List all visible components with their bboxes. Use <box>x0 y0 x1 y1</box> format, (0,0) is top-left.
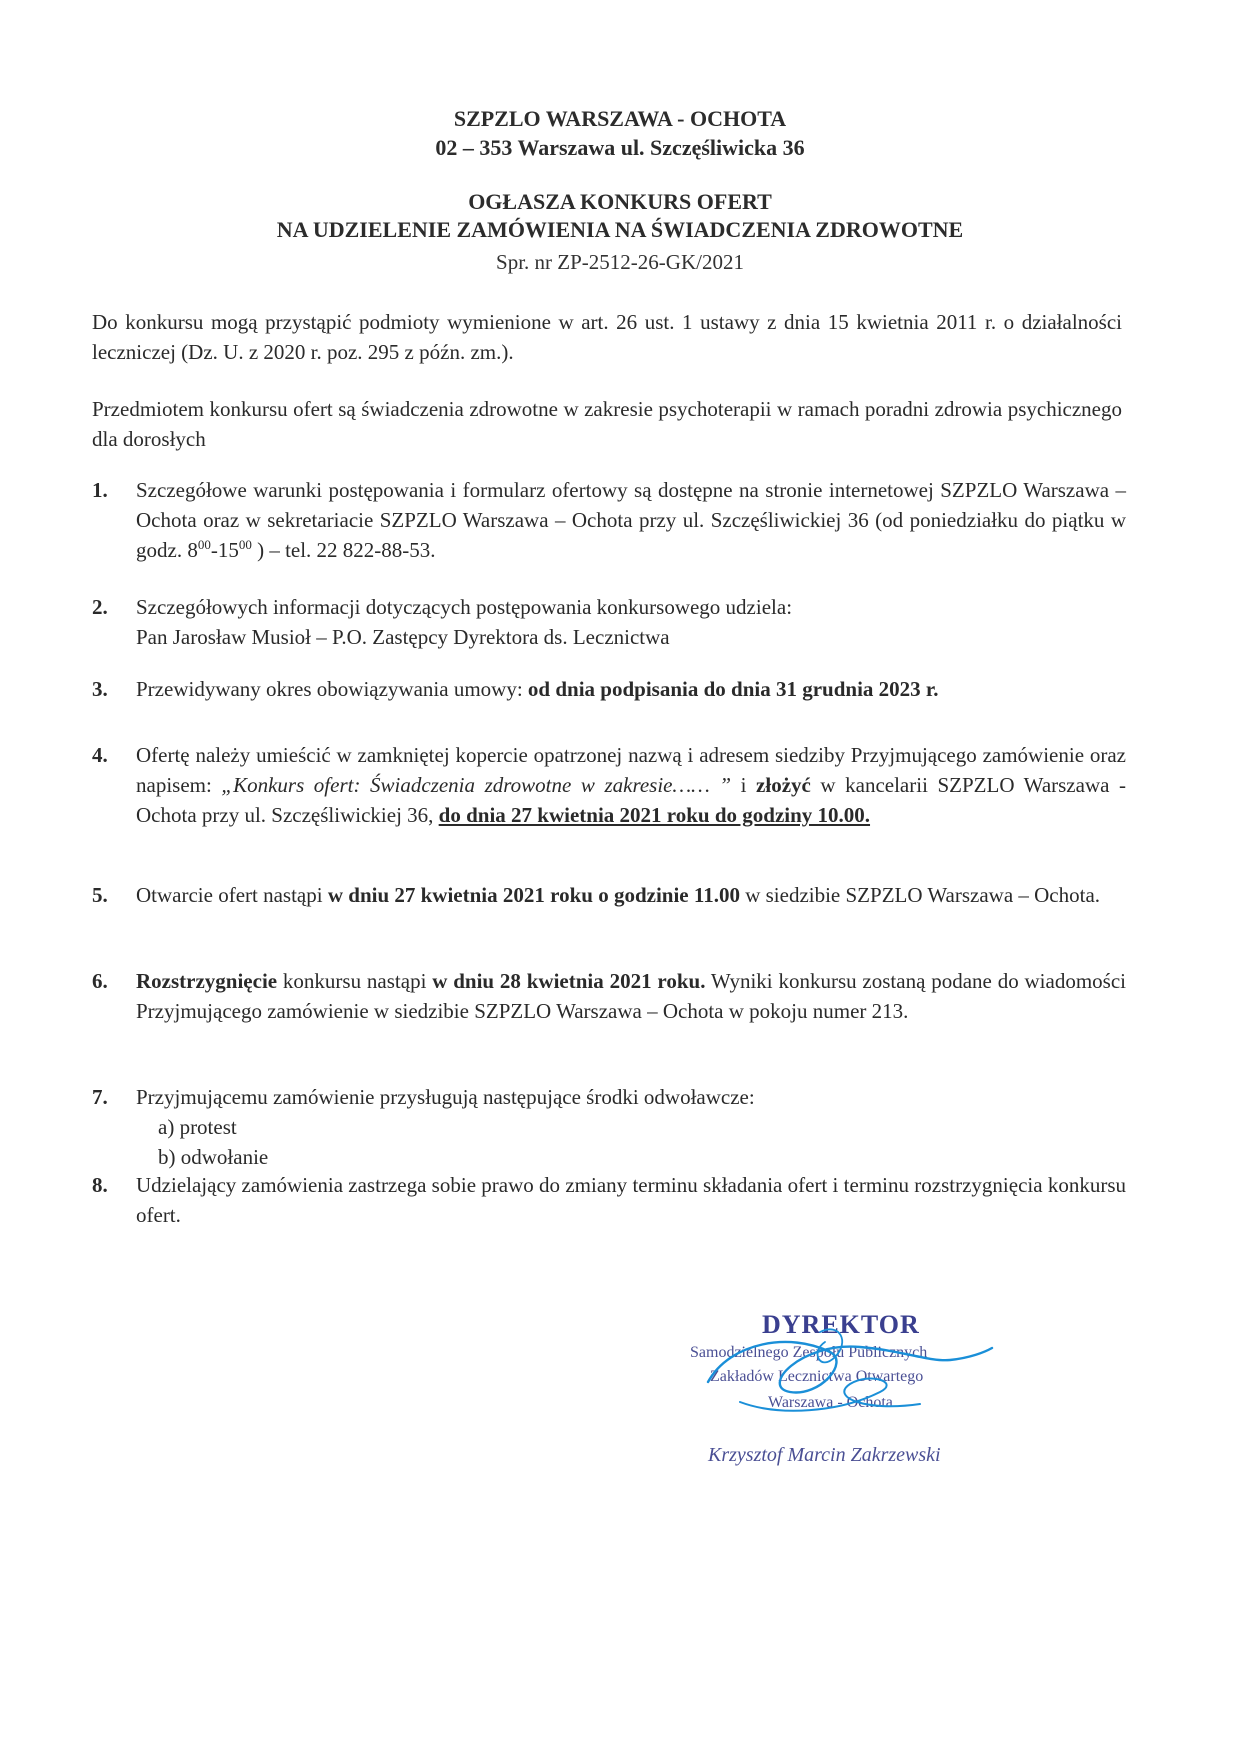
item-text-bold: złożyć <box>756 773 811 797</box>
item-text-part: ) – tel. 22 822-88-53. <box>251 538 436 562</box>
item-text-bold: Rozstrzygnięcie <box>136 969 278 993</box>
item-text-part: Wyniki konkursu zostaną podane do wiadomości Przyjmującego zamówienie w siedzibie SZPZLO Warszawa – Ochota w pokoju numer 213. <box>136 969 1126 1023</box>
case-reference: Spr. nr ZP-2512-26-GK/2021 <box>496 250 744 274</box>
item-text-part: Otwarcie ofert nastąpi <box>136 883 328 907</box>
item-text-part: Szczegółowe warunki postępowania i formularz ofertowy są dostępne na stronie internetowej SZPZLO Warszawa – Ochota oraz w sekretariacie SZPZLO Warszawa – Ochota przy ul. Szczęśliwickiej 36 (od poniedziałku do piątku w godz. 8 <box>136 478 1126 562</box>
item-text: Udzielający zamówienia zastrzega sobie prawo do zmiany terminu składania ofert i terminu rozstrzygnięcia konkursu ofert. <box>136 1173 1126 1227</box>
item-number: 7. <box>92 1085 108 1109</box>
item-number: 6. <box>92 969 108 993</box>
announcement-title-2: NA UDZIELENIE ZAMÓWIENIA NA ŚWIADCZENIA ZDROWOTNE <box>276 217 964 242</box>
item-number: 1. <box>92 478 108 502</box>
header-organization <box>0 104 1240 162</box>
envelope-label: „Konkurs ofert: Świadczenia zdrowotne w zakresie…… ” <box>221 773 732 797</box>
item-text-part: w kancelarii SZPZLO Warszawa - Ochota przy ul. Szczęśliwickiej 36, <box>136 773 1126 827</box>
opening-date: w dniu 27 kwietnia 2021 roku o godzinie 11.00 <box>327 883 740 907</box>
item-text-part: w siedzibie SZPZLO Warszawa – Ochota. <box>739 883 1101 907</box>
item-text-part: konkursu nastąpi <box>277 969 433 993</box>
stamp-line-1: Samodzielnego Zespołu Publicznych <box>690 1344 928 1361</box>
stamp-title: DYREKTOR <box>762 1310 920 1339</box>
item-text-line: Szczegółowych informacji dotyczących postępowania konkursowego udziela: <box>136 595 793 619</box>
item-text <box>136 880 1126 910</box>
item-number: 5. <box>92 883 108 907</box>
item-number: 3. <box>92 677 108 701</box>
sub-item-protest: a) protest <box>158 1115 237 1139</box>
item-text <box>136 592 1126 652</box>
item-text-part: -15 <box>210 538 239 562</box>
resolution-date: w dniu 28 kwietnia 2021 roku. <box>432 969 706 993</box>
handwritten-signature <box>700 1312 1000 1422</box>
intro-paragraph-2: Przedmiotem konkursu ofert są świadczenia zdrowotne w zakresie psychoterapii w ramach poradni zdrowia psychicznego dla dorosłych <box>92 397 1122 451</box>
intro-paragraph-1: Do konkursu mogą przystąpić podmioty wymienione w art. 26 ust. 1 ustawy z dnia 15 kwietnia 2011 r. o działalności leczniczej (Dz. U. z 2020 r. poz. 295 z późn. zm.). <box>92 310 1122 364</box>
item-text-part: Ofertę należy umieścić w zamkniętej kopercie opatrzonej nazwą i adresem siedziby Przyjmującego zamówienie oraz napisem: <box>136 743 1126 797</box>
announcement-title-1: OGŁASZA KONKURS OFERT <box>468 189 772 214</box>
org-name: SZPZLO WARSZAWA - OCHOTA <box>453 106 787 131</box>
item-text <box>136 674 1126 704</box>
item-text-line: Przyjmującemu zamówienie przysługują następujące środki odwoławcze: <box>136 1085 755 1109</box>
item-text-line: Pan Jarosław Musioł – P.O. Zastępcy Dyrektora ds. Lecznictwa <box>136 625 670 649</box>
header-announcement <box>0 188 1240 244</box>
item-text-part: Przewidywany okres obowiązywania umowy: <box>136 677 528 701</box>
org-address: 02 – 353 Warszawa ul. Szczęśliwicka 36 <box>435 135 805 160</box>
item-number: 8. <box>92 1173 108 1197</box>
appeal-measures-list <box>136 1112 1126 1172</box>
superscript: 00 <box>238 537 252 552</box>
sub-item-appeal: b) odwołanie <box>158 1145 269 1169</box>
item-number: 2. <box>92 595 108 619</box>
item-text-part: i <box>731 773 757 797</box>
superscript: 00 <box>197 537 211 552</box>
contract-period: od dnia podpisania do dnia 31 grudnia 2023 r. <box>527 677 939 701</box>
item-text <box>136 1082 1126 1172</box>
item-text <box>136 966 1126 1026</box>
signatory-name: Krzysztof Marcin Zakrzewski <box>708 1444 941 1466</box>
item-text <box>136 740 1126 830</box>
stamp-line-3: Warszawa - Ochota <box>768 1394 893 1411</box>
submission-deadline: do dnia 27 kwietnia 2021 roku do godziny 10.00. <box>438 803 871 827</box>
stamp-line-2: Zakładów Lecznictwa Otwartego <box>710 1368 924 1385</box>
item-text <box>136 475 1126 565</box>
item-number: 4. <box>92 743 108 767</box>
